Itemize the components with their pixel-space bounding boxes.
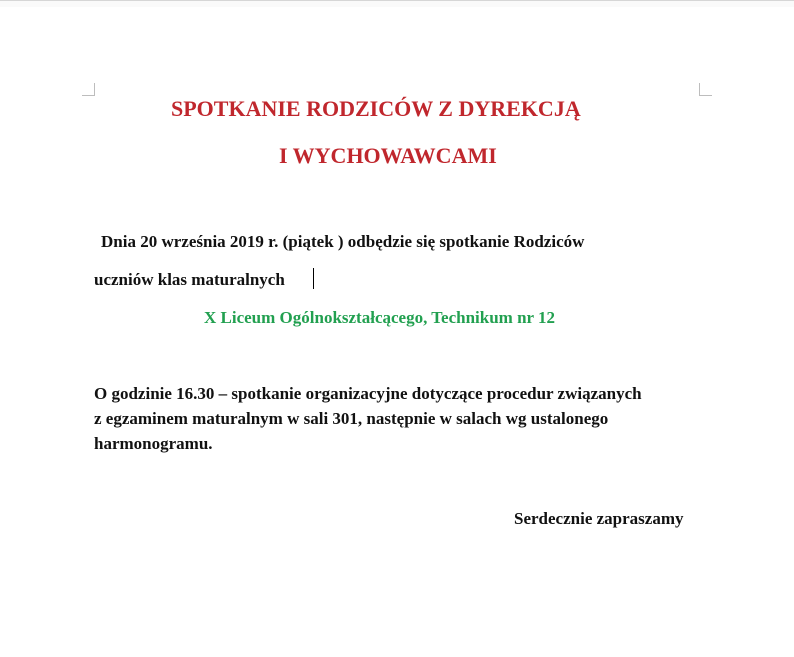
title-line-2: I WYCHOWAWCAMI: [279, 143, 497, 168]
paragraph-1-line-2: uczniów klas maturalnych: [94, 270, 285, 289]
paragraph-2-line-1: O godzinie 16.30 – spotkanie organizacyjne dotyczące procedur związanych: [94, 384, 642, 403]
window-top-shade: [0, 1, 794, 7]
closing-text: Serdecznie zapraszamy: [514, 509, 684, 528]
paragraph-2-line-2: z egzaminem maturalnym w sali 301, następnie w salach wg ustalonego: [94, 409, 609, 428]
school-name: X Liceum Ogólnokształcącego, Technikum nr 12: [204, 308, 556, 327]
title-line-1: SPOTKANIE RODZICÓW Z DYREKCJĄ: [171, 96, 581, 121]
page-margin-corner-right: [699, 83, 712, 96]
paragraph-2-line-3: harmonogramu.: [94, 434, 213, 453]
page-margin-corner-left: [82, 83, 95, 96]
paragraph-1-line-1: Dnia 20 września 2019 r. (piątek ) odbędzie się spotkanie Rodziców: [101, 232, 585, 251]
text-cursor: [313, 268, 314, 289]
